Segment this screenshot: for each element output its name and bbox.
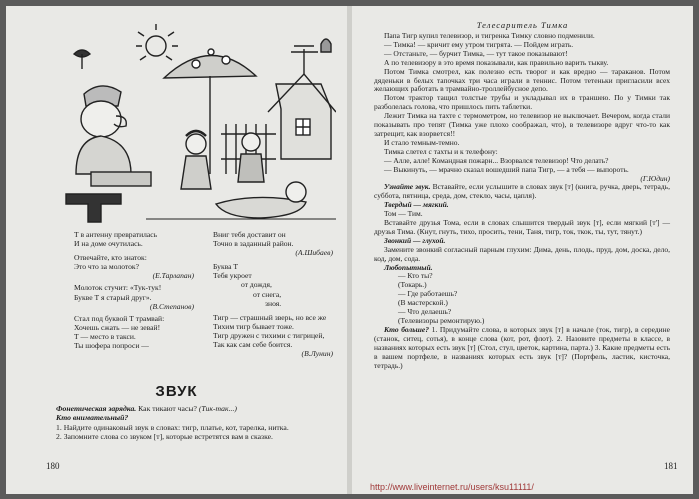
- sun-drawing: [146, 36, 166, 56]
- dialog-line: — Кто ты?: [398, 271, 433, 281]
- exercise-label: Твердый — мягкий.: [384, 200, 449, 210]
- letter-t-block: [66, 194, 121, 222]
- girl-drawing: [186, 134, 206, 154]
- poem-line: Это что за молоток?: [74, 262, 139, 272]
- exercise-text: Замените звонкий согласный парным глухим: Дима, день, плодь, пруд, дом, доска, дело, код, дом, сода.: [374, 244, 670, 263]
- story-paragraph: Папа Тигр купил телевизор, и тигренка Тимку словно подменили.: [384, 31, 595, 40]
- exercise-text: Вставайте, если услышите в словах звук [т] (книга, ручка, дверь, тетрадь, субботa, пятница, среда, дом, стекло, часы, цапля).: [374, 182, 670, 201]
- poem-author: (А.Шибаев): [295, 248, 333, 258]
- story-paragraph: Тимка слетел с тахты и к телефону:: [384, 146, 498, 156]
- story-paragraph: А по телевизору в это время показывали, как правильно варить тыкву.: [384, 57, 609, 67]
- poem-line: И на доме очутилась.: [74, 239, 143, 249]
- page-number: 180: [46, 461, 60, 471]
- exercise-text: Вставайте друзья Тома, если в словах слышится твердый звук [т], если мягкий [т'] — друзья Тима. (Кнут, гнуть, тихо, просить, тени, Таня, тигр, ток, ткок, ты, тут, тянут.): [374, 218, 670, 236]
- section-heading: ЗВУК: [155, 383, 198, 400]
- poem-line: зноя.: [265, 298, 282, 308]
- story-paragraph: И стало темным-темно.: [384, 137, 460, 147]
- poem-line: Тигр — страшный зверь, но все же: [213, 312, 327, 322]
- poem-left-column: [74, 230, 194, 350]
- poem-author: (Е.Тарлапан): [152, 271, 194, 281]
- exercise-answer: (Тик-так...): [198, 404, 237, 413]
- poem-line: Буква Т: [213, 262, 239, 272]
- story-paragraph: — Выкинуть, — мрачно сказал вошедший папа Тигр, — а тебя — выпороть.: [384, 164, 629, 174]
- illustration-image: [46, 24, 336, 224]
- exercise-item: 2. Запомните слова со звуком [т], которые встретятся вам в сказке.: [56, 431, 273, 441]
- poem-line: Молоток стучит: «Тук-тук!: [74, 283, 162, 293]
- poem-line: Вниг тебя доставит он: [213, 230, 286, 239]
- left-page: [6, 6, 347, 494]
- exercise-label: Кто больше?: [384, 324, 430, 334]
- poem-line: Отвечайте, кто знаток:: [74, 253, 147, 263]
- exercise-paragraph: [374, 183, 670, 201]
- story-paragraph: — Алле, алле! Командная пожарн... Взорвался телевизор! Что делать?: [384, 155, 609, 165]
- poem-line: Тигр дружен с тихими с тигрицей,: [213, 330, 325, 340]
- story-author: (Г.Юдин): [640, 173, 670, 183]
- exercise-label: Фонетическая зарядка.: [56, 404, 137, 413]
- poem-line: Так как сам себе боится.: [213, 340, 293, 350]
- exercise-label: Звонкий — глухой.: [384, 235, 446, 245]
- exercise-text: 1. Придумайте слова, в которых звук [т] в начале (ток, тигр), в середине (станок, ситец, сотья), в конце слова (кот, рот, флот). 2. Назовите предметы в классе, в названиях которых есть звук [т] (Стол, стул, цветок, картина, парта.) 3. Какие предметы есть в вашем портфеле, в названиях которых есть звук [т]? (Портфель, ластик, кисточка, тетрадь.): [374, 324, 671, 370]
- dialog-line: — Что делаешь?: [398, 307, 452, 317]
- story-paragraph: — Тимка! — кричит ему утром тигрята. — Пойдем играть.: [384, 39, 574, 49]
- umbrella-drawing: [164, 55, 256, 78]
- poem-right-column: [213, 230, 333, 358]
- poem-line: от дождя,: [241, 280, 272, 290]
- story-text: [374, 32, 670, 370]
- dialog-line: (В мастерской.): [398, 298, 448, 308]
- dialog-line: (Токарь.): [398, 280, 427, 290]
- story-paragraph: — Отстаньте, — бурчит Тимка, — тут такое показывают!: [384, 48, 568, 58]
- page-number: 181: [664, 461, 678, 471]
- dialog-line: (Телевизоры ремонтирую.): [398, 316, 485, 325]
- poem-line: Точно в заданный район.: [213, 239, 294, 249]
- story-paragraph: Потом Тимка смотрел, как полезно есть творог и как вредно — тараканов. Потом дяденьки в белых тапочках три часа играли в теннис. Потом тетеньки пригласили всех желающих работать в трамвайно-троллейбусное депо.: [374, 66, 670, 94]
- watermark-url: http://www.liveinternet.ru/users/ksu11111/: [370, 482, 534, 492]
- exercise-block: [46, 404, 331, 441]
- exercise-paragraph: [374, 326, 670, 371]
- phonetic-exercise: [46, 404, 331, 413]
- poem-line: Ты шофера попроси —: [74, 341, 149, 351]
- dialog-line: — Где работаешь?: [398, 289, 458, 299]
- poem-line: Букве Т я старый друг».: [74, 292, 152, 302]
- exercise-text: Как тикают часы?: [136, 404, 199, 413]
- story-paragraph: Лежит Тимка на тахте с термометром, но телевизор не выключает. Вечером, когда стали показывать про тепят (Тимка уже плохо соображал, что), в телевизоре вдруг что-то как затрещит, как взорвется!!: [374, 111, 670, 138]
- poem-line: от снега,: [253, 289, 282, 299]
- poem-line: Тихим тигр бывает тоже.: [213, 321, 294, 331]
- poem-line: Тебя укроет: [213, 271, 252, 281]
- story-title: Телесаритель Тимка: [476, 20, 569, 30]
- exercise-item: 1. Найдите одинаковый звук в словах: тигр, платье, кот, тарелка, нитка.: [56, 422, 289, 432]
- poem-line: Т — место в такси.: [74, 331, 136, 341]
- poem-line: Т в антенну превратилась: [74, 230, 158, 239]
- exercise-label: Любопытный.: [384, 262, 433, 272]
- poem-author: (В.Степанов): [149, 301, 194, 311]
- exercise-label: Кто внимательный?: [56, 413, 129, 423]
- right-page: [352, 6, 693, 494]
- exercise-text: Том — Тим.: [384, 209, 423, 219]
- poem-author: (В.Лунин): [301, 349, 333, 359]
- story-paragraph: Потом трактор тащил толстые трубы и укладывал их в траншею. По у Тимки так разболелась голова, что пришлось пить таблетки.: [374, 93, 670, 112]
- poem-line: Хочешь сжать — не зевай!: [74, 322, 161, 332]
- poem-line: Стал под буквой Т трамвай:: [74, 313, 165, 323]
- exercise-label: Узнайте звук.: [384, 182, 431, 192]
